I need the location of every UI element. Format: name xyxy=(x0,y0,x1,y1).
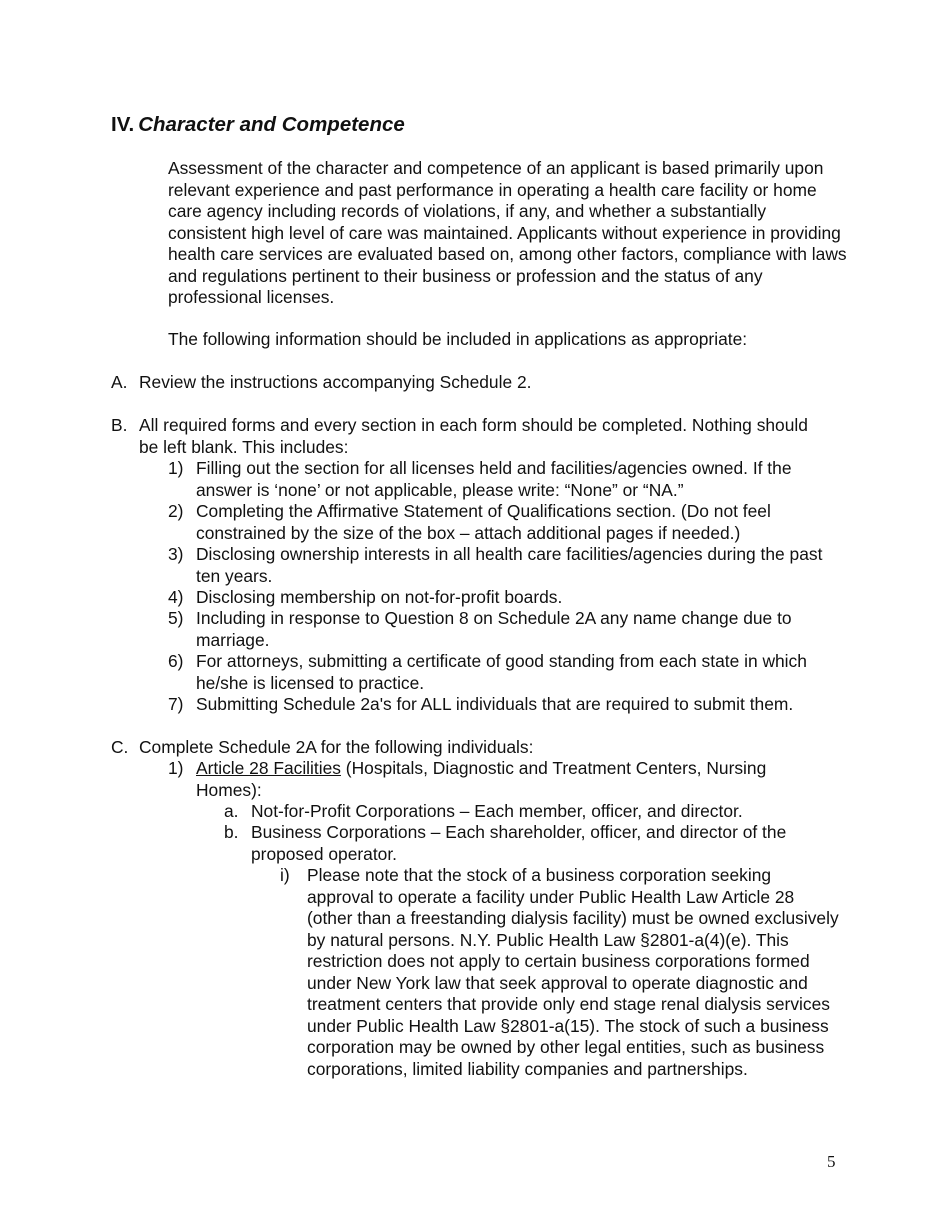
list-item-text: Complete Schedule 2A for the following individuals: xyxy=(139,737,534,757)
list-subitem xyxy=(168,651,840,694)
list-marker: 4) xyxy=(168,587,184,607)
section-number: IV. xyxy=(111,113,135,136)
list-marker: 5) xyxy=(168,608,184,628)
list-item-c xyxy=(111,737,811,759)
list-item-text: Disclosing ownership interests in all health care facilities/agencies during the past ten years. xyxy=(196,544,823,586)
section-title: Character and Competence xyxy=(138,113,405,136)
list-item-text: Review the instructions accompanying Schedule 2. xyxy=(139,372,532,392)
list-item-b xyxy=(111,415,811,458)
section-heading xyxy=(111,112,405,138)
page-number: 5 xyxy=(827,1152,836,1171)
list-marker: A. xyxy=(111,372,128,392)
list-marker: i) xyxy=(280,865,290,885)
list-marker: 1) xyxy=(168,458,184,478)
list-subitem xyxy=(168,608,840,651)
article-28-facilities-label: Article 28 Facilities xyxy=(196,758,341,778)
list-subitem xyxy=(168,587,840,609)
intro-paragraph: Assessment of the character and competence of an applicant is based primarily upon relevant experience and past performance in operating a health care facility or home care agency including records of violations, if any, and whether a substantially consistent high level of care was maintained. Applicants without experience in providing health care services are evaluated based on, among other factors, compliance with laws and regulations pertinent to their business or profession and the status of any professional licenses. xyxy=(168,158,847,307)
list-subitem xyxy=(168,501,840,544)
list-marker: C. xyxy=(111,737,129,757)
list-subitem xyxy=(168,544,840,587)
intro-lead-paragraph: The following information should be included in applications as appropriate: xyxy=(168,329,748,349)
list-item-text: Including in response to Question 8 on Schedule 2A any name change due to marriage. xyxy=(196,608,792,650)
list-marker: 7) xyxy=(168,694,184,714)
list-marker: 6) xyxy=(168,651,184,671)
list-subitem-a xyxy=(224,801,844,823)
list-subitem-b xyxy=(224,822,834,865)
list-item-a xyxy=(111,372,851,394)
article-28-description: (Hospitals, Diagnostic and Treatment Centers, Nursing Homes): xyxy=(196,758,767,800)
list-subitem xyxy=(168,458,840,501)
list-marker: 2) xyxy=(168,501,184,521)
list-item-text: Please note that the stock of a business corporation seeking approval to operate a facility under Public Health Law Article 28 (other than a freestanding dialysis facility) must be owned exclusively by natural persons. N.Y. Public Health Law §2801-a(4)(e). This restriction does not apply to certain business corporations formed under New York law that seek approval to operate diagnostic and treatment centers that provide only end stage renal dialysis services under Public Health Law §2801-a(15). The stock of such a business corporation may be owned by other legal entities, such as business corporations, limited liability companies and partnerships. xyxy=(307,865,839,1079)
list-subitem-i xyxy=(280,865,840,1080)
list-item-text: For attorneys, submitting a certificate of good standing from each state in which he/she is licensed to practice. xyxy=(196,651,807,693)
list-marker: B. xyxy=(111,415,128,435)
list-marker: b. xyxy=(224,822,239,842)
list-item-text: Disclosing membership on not-for-profit boards. xyxy=(196,587,563,607)
list-subitem xyxy=(168,758,828,801)
list-item-text xyxy=(196,758,828,801)
list-marker: 1) xyxy=(168,758,184,778)
list-item-text: Not-for-Profit Corporations – Each member, officer, and director. xyxy=(251,801,743,821)
list-item-text: Filling out the section for all licenses held and facilities/agencies owned. If the answer is ‘none’ or not applicable, please write: “None” or “NA.” xyxy=(196,458,792,500)
list-marker: a. xyxy=(224,801,239,821)
list-item-text: All required forms and every section in each form should be completed. Nothing should be left blank. This includes: xyxy=(139,415,808,457)
list-marker: 3) xyxy=(168,544,184,564)
list-item-text: Business Corporations – Each shareholder, officer, and director of the proposed operator. xyxy=(251,822,787,864)
list-item-text: Completing the Affirmative Statement of Qualifications section. (Do not feel constrained by the size of the box – attach additional pages if needed.) xyxy=(196,501,771,543)
list-item-text: Submitting Schedule 2a's for ALL individuals that are required to submit them. xyxy=(196,694,794,714)
list-subitem xyxy=(168,694,848,716)
